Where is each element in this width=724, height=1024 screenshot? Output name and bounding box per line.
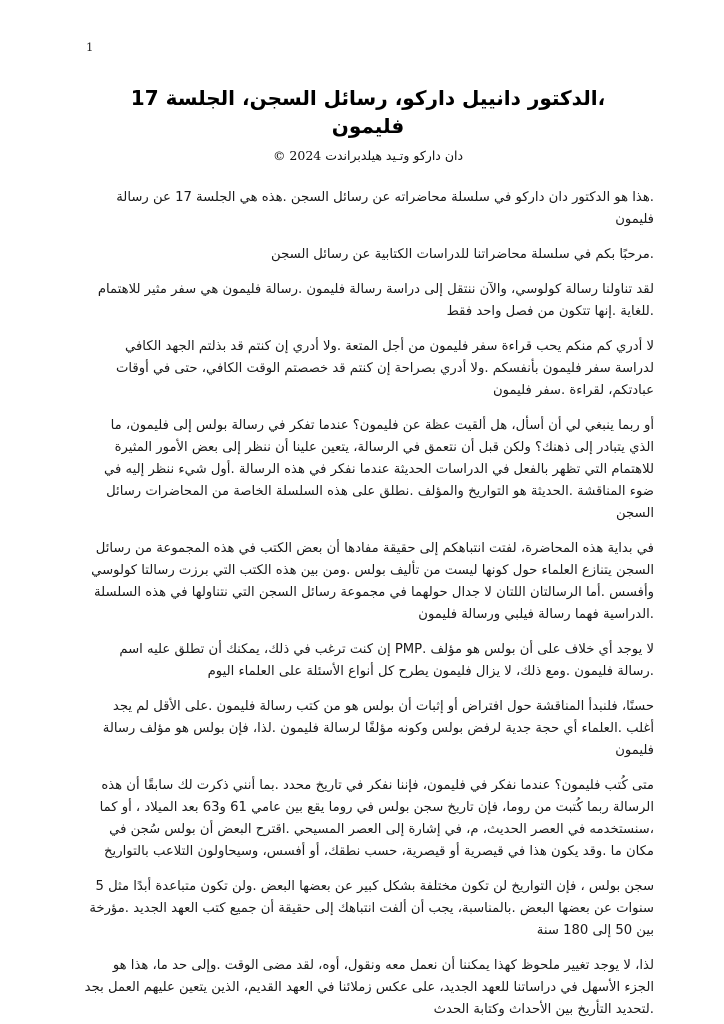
paragraph-8: حسنًا، فلنبدأ المناقشة حول افتراض أو إثبات أن بولس هو من كتب رسالة فليمون .على الأقل لم يجد أغلب .العلماء أي حجة جدية لرفض بولس وكونه مؤلفًا لرسالة فليمون .لذا، فإن بولس هو مؤلف رسالة فليمون — [102, 699, 654, 758]
document-title — [82, 84, 654, 140]
paragraph-1: .هذا هو الدكتور دان داركو في سلسلة محاضراته عن رسائل السجن .هذه هي الجلسة 17 عن رسالة فليمون — [116, 190, 654, 227]
paragraph-11: لذا، لا يوجد تغيير ملحوظ كهذا يمكننا أن نعمل معه ونقول، أوه، لقد مضى الوقت .وإلى حد ما، هذا هو الجزء الأسهل في دراساتنا للعهد الجديد، على عكس زملائنا في العهد القديم، الذين يتعين عليهم العمل بجد .لتحديد التأريخ بين الأحداث وكتابة الحدث — [84, 958, 654, 1017]
title-line-1: ،الدكتور دانييل داركو، رسائل السجن، الجلسة 17 — [130, 86, 606, 110]
paragraph-3: لقد تناولنا رسالة كولوسي، والآن ننتقل إلى دراسة رسالة فليمون .رسالة فليمون هي سفر مثير للاهتمام .للغاية .إنها تتكون من فصل واحد فقط — [97, 282, 654, 319]
document-body — [82, 187, 654, 1021]
paragraph-7: لا يوجد أي خلاف على أن بولس هو مؤلف .PMP إن كنت ترغب في ذلك، يمكنك أن تطلق عليه اسم .رسالة فليمون .ومع ذلك، لا يزال فليمون يطرح كل أنواع الأسئلة على العلماء اليوم — [119, 642, 654, 679]
copyright-line: دان داركو وتـيد هيلدبراندت 2024 © — [272, 148, 464, 163]
paragraph-6: في بداية هذه المحاضرة، لفتت انتباهكم إلى حقيقة مفادها أن بعض الكتب في هذه المجموعة من رسائل السجن يتنازع العلماء حول كونها ليست من تأليف بولس .ومن بين هذه الكتب التي برزت رسالتا كولوسي وأفسس .أما الرسالتان اللتان لا جدال حولهما في مجموعة رسائل السجن التي نتناولها في هذه السلسلة .الدراسية فهما رسالة فيلبي ورسالة فليمون — [91, 541, 654, 622]
paragraph-2: .مرحبًا بكم في سلسلة محاضراتنا للدراسات الكتابية عن رسائل السجن — [271, 247, 654, 262]
title-line-2: فليمون — [331, 114, 405, 138]
paragraph-10: سجن بولس ، فإن التواريخ لن تكون مختلفة بشكل كبير عن بعضها البعض .ولن تكون متباعدة أبدًا مثل 5 سنوات عن بعضها البعض .بالمناسبة، يجب أن ألفت انتباهك إلى حقيقة أن جميع كتب العهد الجديد .مؤرخة بين 50 إلى 180 سنة — [89, 879, 654, 938]
document-header — [82, 84, 654, 164]
paragraph-5: أو ربما ينبغي لي أن أسأل، هل ألقيت عظة عن فليمون؟ عندما تفكر في رسالة بولس إلى فليمون، ما الذي يتبادر إلى ذهنك؟ ولكن قبل أن نتعمق في الرسالة، يتعين علينا أن ننظر إلى بعض الأمور المثيرة للاهتمام التي تظهر بالفعل في الدراسات الحديثة عندما نفكر في هذه الرسالة .أول شيء ننظر إليه في ضوء المناقشة .الحديثة هو التواريخ والمؤلف .نطلق على هذه السلسلة الخاصة من المحاضرات رسائل السجن — [104, 418, 654, 521]
paragraph-4: لا أدري كم منكم يحب قراءة سفر فليمون من أجل المتعة .ولا أدري إن كنتم قد بذلتم الجهد الكافي لدراسة سفر فليمون بأنفسكم .ولا أدري بصراحة إن كنتم قد خصصتم الوقت الكافي، حتى في أوقات عبادتكم، لقراءة .سفر فليمون — [115, 339, 654, 398]
paragraph-9: متى كُتب فليمون؟ عندما نفكر في فليمون، فإننا نفكر في تاريخ محدد .بما أنني ذكرت لك سابقًا أن هذه الرسالة ربما كُتبت من روما، فإن تاريخ سجن بولس في روما يقع بين عامي 61 و63 بعد الميلاد ، أو كما ،سنستخدمه في العصر الحديث، م، في إشارة إلى العصر المسيحي .اقترح البعض أن بولس سُجن في مكان ما .وقد يكون هذا في قيصرية أو قيصرية، حسب نطقك، أو أفسس، وسيحاولون التلاعب بالتواريخ — [99, 778, 654, 859]
page-number: 1 — [86, 40, 94, 54]
